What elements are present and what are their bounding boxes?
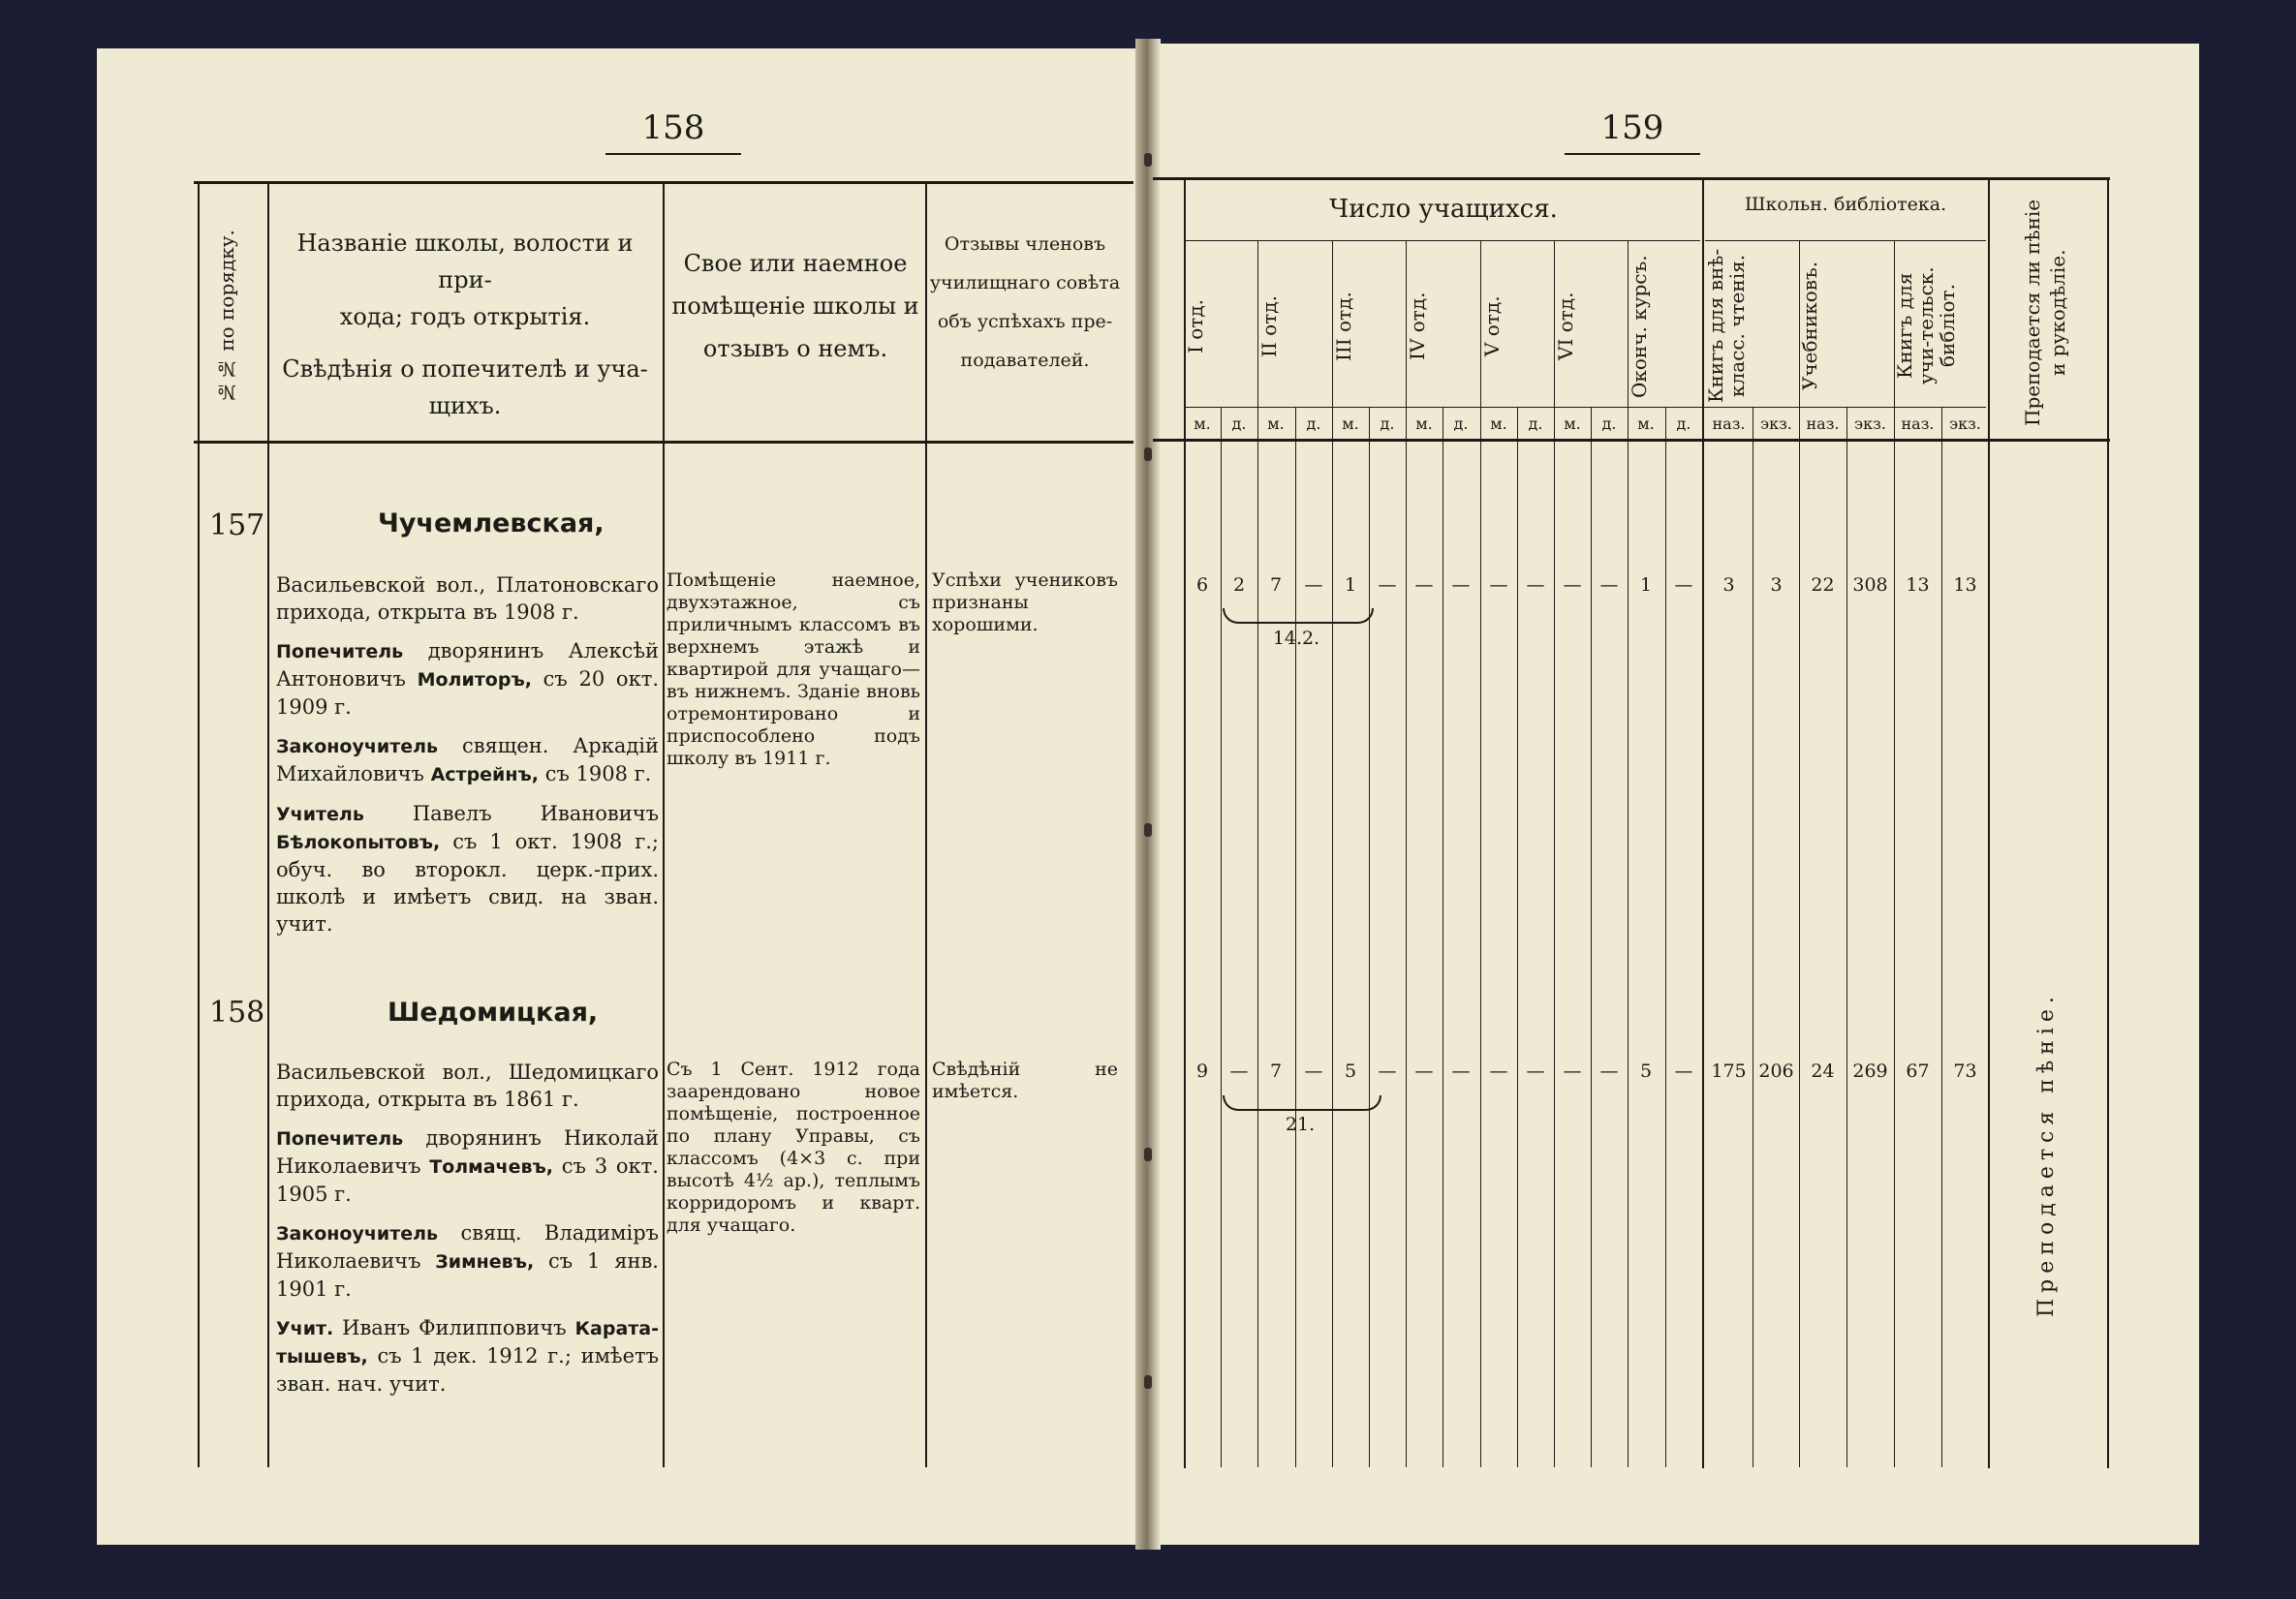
count-cell: — xyxy=(1599,574,1619,596)
count-cell: 5 xyxy=(1639,1061,1653,1082)
count-cell: — xyxy=(1674,1061,1693,1082)
binding-thread xyxy=(1144,1148,1152,1161)
col-line xyxy=(267,184,269,1467)
count-cell: — xyxy=(1378,1061,1397,1082)
grade-header: II отд. xyxy=(1257,295,1281,357)
school-review: Успѣхи учениковъ признаны хорошими. xyxy=(932,569,1118,635)
count-cell: 9 xyxy=(1195,1061,1209,1082)
library-cell: 22 xyxy=(1811,574,1835,596)
students-subrule xyxy=(1184,240,1700,241)
school-review: Свѣдѣній не имѣется. xyxy=(932,1059,1118,1102)
school-premises: Съ 1 Сент. 1912 года заарендовано новое помѣщеніе, построенное по плану Управы, съ классомъ (4×3 с. при высотѣ 4½ ар.), теплымъ корридоромъ и кварт. для учащаго. xyxy=(667,1059,920,1236)
count-cell: 1 xyxy=(1639,574,1653,596)
library-cell: 73 xyxy=(1953,1061,1977,1082)
grid-line xyxy=(1517,407,1518,1467)
binding-thread xyxy=(1144,447,1152,461)
library-cell: 175 xyxy=(1711,1061,1747,1082)
binding-thread xyxy=(1144,1375,1152,1389)
total-brace xyxy=(1223,608,1374,624)
header-library: Школьн. библіотека. xyxy=(1744,194,1947,215)
count-cell: — xyxy=(1229,1061,1249,1082)
count-cell: — xyxy=(1414,574,1434,596)
naz-ekz-label: наз. xyxy=(1901,415,1935,433)
count-cell: — xyxy=(1378,574,1397,596)
school-premises: Помѣщеніе наемное, двухэтажное, съ приличнымъ классомъ въ верхнемъ этажѣ и квартирой для учащаго—въ нижнемъ. Зданіе вновь отремонтировано и приспособлено подъ школу въ 1911 г. xyxy=(667,569,920,769)
grid-line xyxy=(1846,407,1847,1467)
md-label: д. xyxy=(1231,415,1247,433)
header-premises: Свое или наемное помѣщеніе школы и отзывъ о немъ. xyxy=(671,250,919,362)
md-label: д. xyxy=(1453,415,1469,433)
library-cell: 3 xyxy=(1722,574,1735,596)
count-cell: 5 xyxy=(1344,1061,1357,1082)
md-label: д. xyxy=(1306,415,1321,433)
library-cell: 13 xyxy=(1953,574,1977,596)
grade-header: V отд. xyxy=(1480,295,1504,357)
md-rule xyxy=(1184,407,1986,408)
header-name: Названіе школы, волости и при- хода; годъ открытія. Свѣдѣнія о попечителѣ и уча- щихъ. xyxy=(282,230,648,419)
grid-line xyxy=(1665,407,1666,1467)
grid-line xyxy=(1221,407,1222,1467)
library-header: Книгъ для внѣ-класс. чтенія. xyxy=(1704,248,1749,403)
count-cell: — xyxy=(1451,1061,1471,1082)
naz-ekz-label: экз. xyxy=(1760,415,1792,433)
library-subrule xyxy=(1705,240,1986,241)
grade-header: Оконч. курсъ. xyxy=(1628,255,1651,398)
school-details: Васильевской вол., Платоновскаго прихода, открыта въ 1908 г. Попечитель дворянинъ Алексѣй Антоновичъ Молиторъ, съ 20 окт. 1909 г. Законоучитель священ. Аркадій Михайловичъ Астрейнъ, съ 1908 г. Учитель Павелъ Ивановичъ Бѣлокопытовъ, съ 1 окт. 1908 г.; обуч. во второкл. церк.-прих. школѣ и имѣетъ свид. на зван. учит. xyxy=(276,573,659,936)
header-number: №№ по порядку. xyxy=(215,230,238,405)
count-cell: — xyxy=(1414,1061,1434,1082)
grade-header: III отд. xyxy=(1332,292,1355,361)
md-label: д. xyxy=(1601,415,1617,433)
naz-ekz-label: наз. xyxy=(1712,415,1746,433)
school-details: Васильевской вол., Шедомицкаго прихода, открыта въ 1861 г. Попечитель дворянинъ Николай Николаевичъ Толмачевъ, съ 3 окт. 1905 г. Законоучитель свящ. Владиміръ Николаевичъ Зимневъ, съ 1 янв. 1901 г. Учит. Иванъ Филипповичъ Карататышевъ, съ 1 дек. 1912 г.; имѣетъ зван. нач. учит. xyxy=(276,1061,659,1396)
count-cell: 2 xyxy=(1232,574,1246,596)
library-cell: 24 xyxy=(1811,1061,1835,1082)
md-label: м. xyxy=(1564,415,1581,433)
md-label: д. xyxy=(1380,415,1395,433)
col-line xyxy=(2107,180,2109,1468)
count-cell: — xyxy=(1304,1061,1323,1082)
count-cell: — xyxy=(1563,574,1582,596)
book-spine xyxy=(1135,39,1161,1550)
naz-ekz-label: экз. xyxy=(1854,415,1886,433)
library-cell: 13 xyxy=(1906,574,1930,596)
count-cell: — xyxy=(1451,574,1471,596)
library-header: Книгъ для учи-тельск. библіот. xyxy=(1893,266,1959,384)
header-singing: Преподается ли пѣніе и рукодѣліе. xyxy=(2021,199,2069,426)
header-students: Число учащихся. xyxy=(1329,195,1558,224)
school-name: Шедомицкая, xyxy=(388,998,599,1028)
grid-line xyxy=(1369,407,1370,1467)
singing-note: Преподается пѣніе. xyxy=(2034,991,2059,1317)
grade-header: IV отд. xyxy=(1406,292,1429,361)
page-number-right: 159 xyxy=(1565,108,1700,155)
binding-thread xyxy=(1144,153,1152,167)
count-cell: 7 xyxy=(1269,574,1283,596)
count-cell: — xyxy=(1526,1061,1545,1082)
md-label: м. xyxy=(1637,415,1655,433)
school-number: 157 xyxy=(209,508,265,542)
grid-line xyxy=(1941,407,1942,1467)
library-cell: 206 xyxy=(1758,1061,1794,1082)
count-cell: 6 xyxy=(1195,574,1209,596)
grade-header: VI отд. xyxy=(1554,292,1577,361)
count-cell: — xyxy=(1489,574,1508,596)
school-name: Чучемлевская, xyxy=(378,508,605,538)
library-cell: 3 xyxy=(1770,574,1783,596)
count-cell: — xyxy=(1674,574,1693,596)
library-cell: 308 xyxy=(1852,574,1888,596)
table-top-rule-right xyxy=(1153,177,2110,180)
binding-thread xyxy=(1144,823,1152,837)
library-header: Учебниковъ. xyxy=(1798,261,1821,390)
col-line xyxy=(198,184,200,1467)
col-line xyxy=(925,184,927,1467)
total-students: 14.2. xyxy=(1272,628,1320,649)
count-cell: 7 xyxy=(1269,1061,1283,1082)
total-brace xyxy=(1223,1095,1381,1111)
count-cell: — xyxy=(1599,1061,1619,1082)
count-cell: — xyxy=(1526,574,1545,596)
md-label: д. xyxy=(1528,415,1543,433)
count-cell: — xyxy=(1489,1061,1508,1082)
count-cell: — xyxy=(1304,574,1323,596)
school-number: 158 xyxy=(209,996,265,1030)
page-number-left: 158 xyxy=(605,108,741,155)
naz-ekz-label: наз. xyxy=(1806,415,1840,433)
col-line xyxy=(663,184,665,1467)
md-label: м. xyxy=(1415,415,1433,433)
header-reviews: Отзывы членовъ училищнаго совѣта объ успѣхахъ пре- подавателей. xyxy=(929,233,1121,371)
library-cell: 67 xyxy=(1906,1061,1930,1082)
md-label: м. xyxy=(1194,415,1211,433)
grade-header: I отд. xyxy=(1184,298,1207,354)
md-label: д. xyxy=(1676,415,1691,433)
count-cell: — xyxy=(1563,1061,1582,1082)
grid-line xyxy=(1295,407,1296,1467)
count-cell: 1 xyxy=(1344,574,1357,596)
grid-line xyxy=(1591,407,1592,1467)
md-label: м. xyxy=(1342,415,1359,433)
md-label: м. xyxy=(1490,415,1507,433)
total-students: 21. xyxy=(1285,1114,1316,1135)
md-label: м. xyxy=(1267,415,1285,433)
naz-ekz-label: экз. xyxy=(1949,415,1981,433)
col-line xyxy=(1988,180,1990,1468)
header-bottom-rule-right xyxy=(1153,439,2110,442)
library-cell: 269 xyxy=(1852,1061,1888,1082)
